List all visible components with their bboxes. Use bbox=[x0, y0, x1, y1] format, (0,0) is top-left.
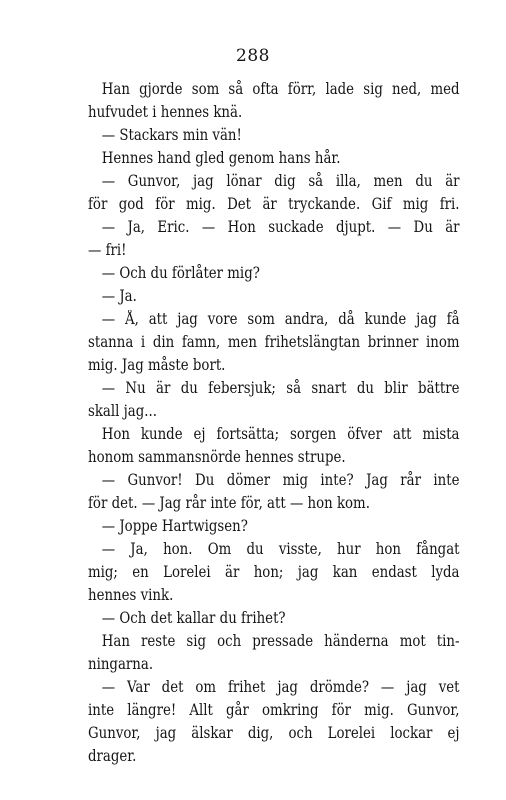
text-line: Han reste sig och pressade händerna mot tin- bbox=[101, 632, 460, 650]
text-line: — Och det kallar du frihet? bbox=[101, 609, 286, 627]
text-line: — Nu är du febersjuk; så snart du blir bättre bbox=[101, 379, 460, 397]
text-line: inte längre! Allt går omkring för mig. Gunvor, bbox=[88, 701, 460, 719]
text-line: — Joppe Hartwigsen? bbox=[101, 517, 248, 535]
text-line: drager. bbox=[88, 747, 137, 765]
text-line: — Ja. bbox=[101, 287, 137, 305]
text-line: — Gunvor, jag lönar dig så illa, men du är bbox=[101, 172, 460, 190]
text-line: — Ja, Eric. — Hon suckade djupt. — Du är bbox=[101, 218, 460, 236]
text-line: Hennes hand gled genom hans hår. bbox=[101, 149, 341, 167]
text-line: — Var det om frihet jag drömde? — jag vet bbox=[101, 678, 460, 696]
text-line: honom sammansnörde hennes strupe. bbox=[88, 448, 346, 466]
text-line: — Gunvor! Du dömer mig inte? Jag rår inte bbox=[101, 471, 460, 489]
text-line: ningarna. bbox=[88, 655, 154, 673]
text-line: — fri! bbox=[88, 241, 127, 259]
text-line: — Ja, hon. Om du visste, hur hon fångat bbox=[101, 540, 460, 558]
text-line: — Stackars min vän! bbox=[101, 126, 242, 144]
text-line: hennes vink. bbox=[88, 586, 174, 604]
text-line: Han gjorde som så ofta förr, lade sig ned, med bbox=[101, 80, 460, 98]
text-line: hufvudet i hennes knä. bbox=[88, 103, 243, 121]
page-number: 288 bbox=[236, 46, 270, 66]
text-line: mig; en Lorelei är hon; jag kan endast lyda bbox=[88, 563, 460, 581]
page-body-text bbox=[88, 78, 460, 768]
text-line: skall jag... bbox=[88, 402, 157, 420]
text-line: Hon kunde ej fortsätta; sorgen öfver att mista bbox=[101, 425, 460, 443]
text-line: — Och du förlåter mig? bbox=[101, 264, 260, 282]
text-line: Gunvor, jag älskar dig, och Lorelei lockar ej bbox=[88, 724, 460, 742]
text-line: för det. — Jag rår inte för, att — hon kom. bbox=[88, 494, 370, 512]
text-line: — Å, att jag vore som andra, då kunde jag få bbox=[101, 310, 460, 328]
text-line: stanna i din famn, men frihetslängtan brinner inom bbox=[88, 333, 460, 351]
text-line: mig. Jag måste bort. bbox=[88, 356, 226, 374]
text-line: för god för mig. Det är tryckande. Gif mig fri. bbox=[88, 195, 460, 213]
